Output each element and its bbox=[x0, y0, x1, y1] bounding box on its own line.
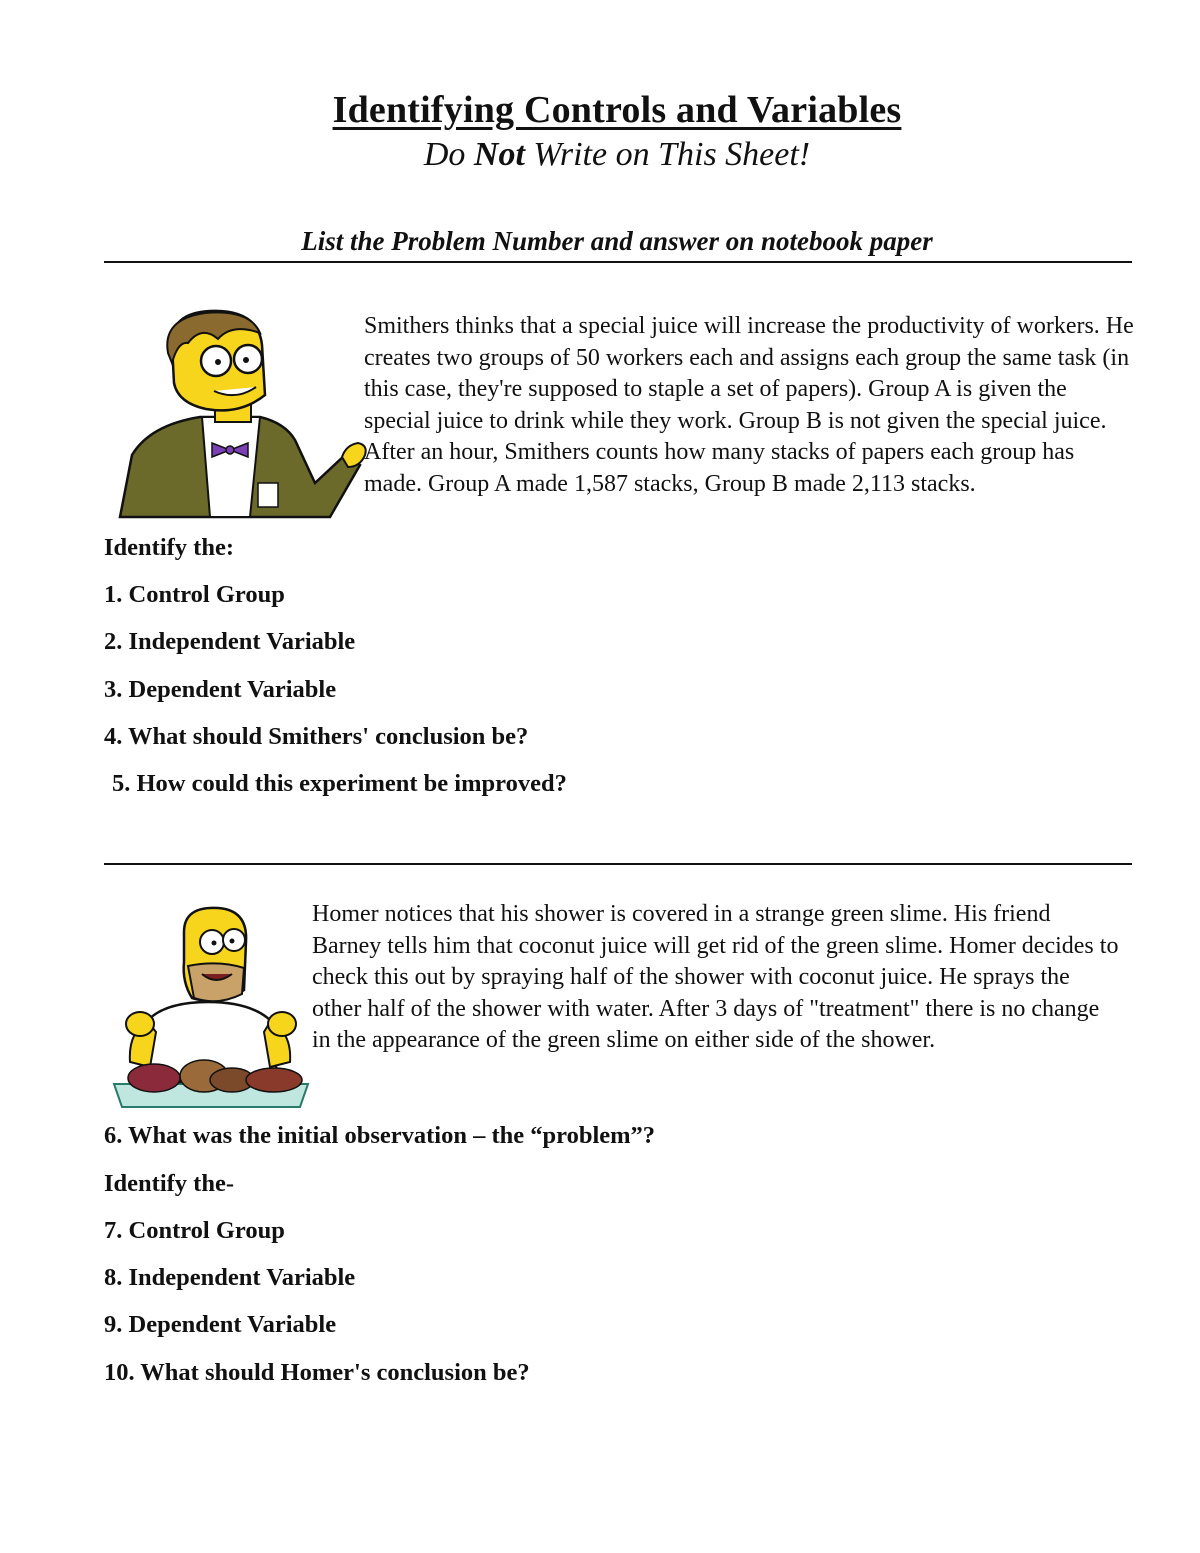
question-5: 5. How could this experiment be improved? bbox=[112, 770, 567, 797]
question-9: 9. Dependent Variable bbox=[104, 1311, 337, 1338]
homer-scenario-paragraph: Homer notices that his shower is covered in a strange green slime. His friend Barney tells him that coconut juice will get rid of the green slime. Homer decides to check this out by spraying half of the shower with coconut juice. He sprays the other half of the shower with water. After 3 days of "treatment" there is no change in the appearance of the green slime on either side of the shower. bbox=[312, 901, 1119, 1054]
smithers-scenario-paragraph: Smithers thinks that a special juice will increase the productivity of workers. He creates two groups of 50 workers each and assigns each group the same task (in this case, they're supposed to staple a set of papers). Group A is given the special juice to drink while they work. Group B is not given the special juice. After an hour, Smithers counts how many stacks of papers each group has made. Group A made 1,587 stacks, Group B made 2,113 stacks. bbox=[364, 313, 1134, 497]
identify-prompt-2: Identify the- bbox=[104, 1170, 234, 1197]
instruction-text: List the Problem Number and answer on notebook paper bbox=[301, 226, 933, 256]
question-8: 8. Independent Variable bbox=[104, 1264, 356, 1291]
question-10: 10. What should Homer's conclusion be? bbox=[104, 1359, 530, 1386]
question-3: 3. Dependent Variable bbox=[104, 676, 337, 703]
question-6: 6. What was the initial observation – the “problem”? bbox=[104, 1122, 656, 1149]
question-1: 1. Control Group bbox=[104, 581, 285, 608]
page-subtitle: Do Not Write on This Sheet! bbox=[423, 136, 811, 173]
divider-top bbox=[104, 261, 1132, 263]
identify-prompt-1: Identify the: bbox=[104, 534, 234, 561]
smithers-illustration bbox=[110, 305, 370, 520]
question-7: 7. Control Group bbox=[104, 1217, 285, 1244]
divider-middle bbox=[104, 863, 1132, 865]
question-2: 2. Independent Variable bbox=[104, 628, 356, 655]
question-4: 4. What should Smithers' conclusion be? bbox=[104, 723, 529, 750]
page-title: Identifying Controls and Variables bbox=[332, 89, 902, 131]
homer-illustration bbox=[108, 902, 313, 1112]
